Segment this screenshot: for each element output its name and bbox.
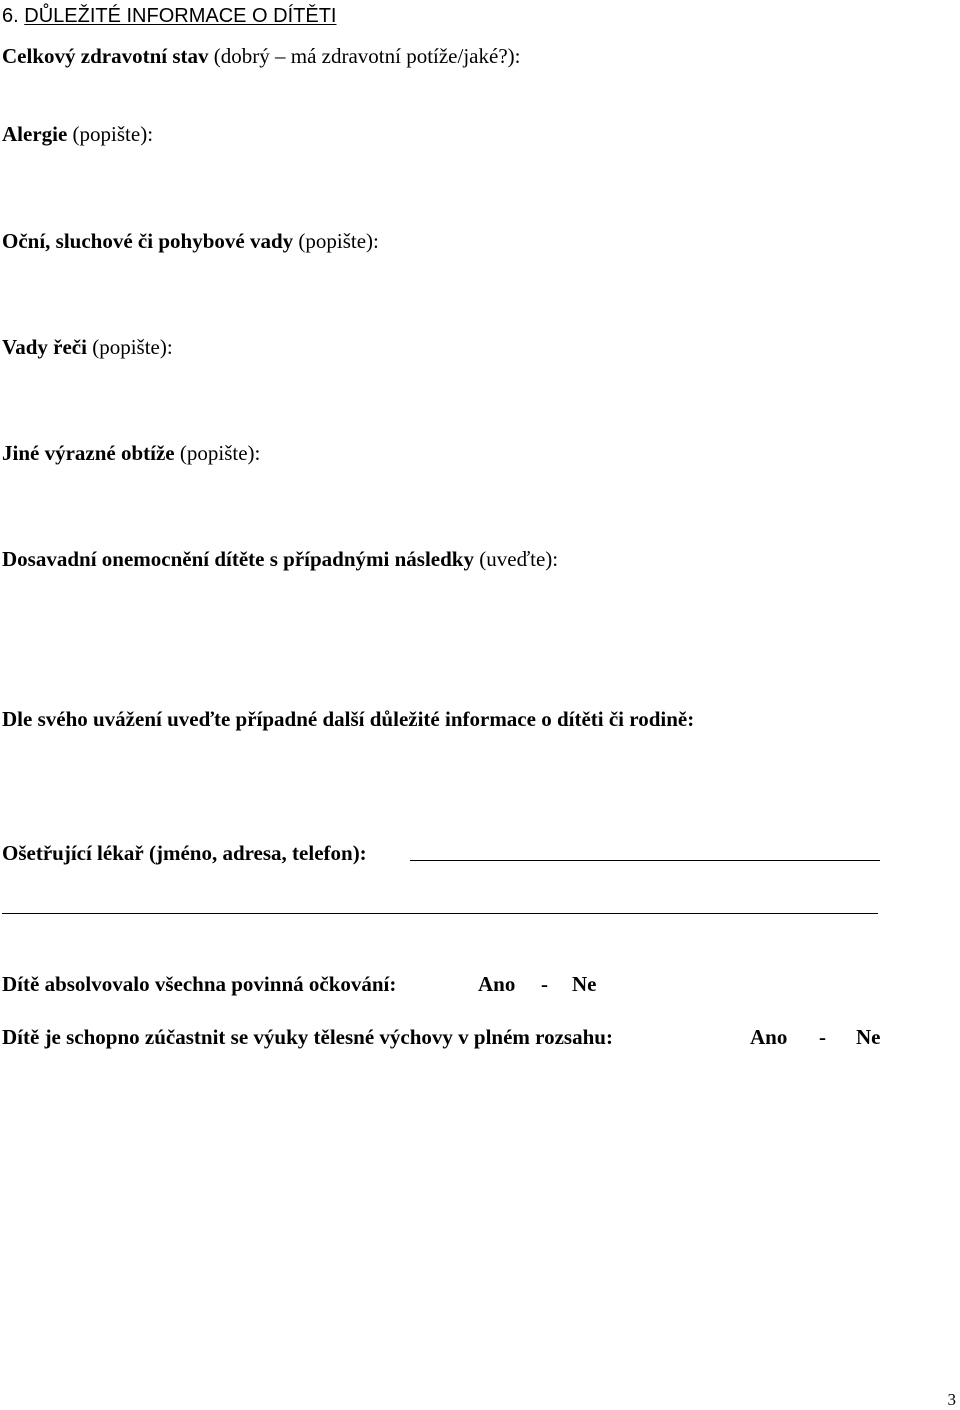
doctor-label: Ošetřující lékař (jméno, adresa, telefon):	[2, 841, 367, 865]
pe-separator: -	[819, 1025, 826, 1049]
health-field	[2, 43, 520, 69]
other-hint: (popište):	[179, 441, 261, 465]
doctor-blank-line-2[interactable]	[2, 913, 878, 914]
section-title: DŮLEŽITÉ INFORMACE O DÍTĚTI	[24, 5, 337, 27]
illnesses-hint: (uveďte):	[479, 547, 559, 571]
info-field	[2, 706, 694, 732]
doctor-blank-line-1a[interactable]	[410, 860, 556, 861]
vaccination-separator: -	[541, 972, 548, 996]
section-number: 6.	[2, 5, 19, 27]
doctor-blank-line-1b[interactable]	[556, 860, 880, 861]
vaccination-no[interactable]: Ne	[572, 972, 597, 996]
info-label: Dle svého uvážení uveďte případné další důležité informace o dítěti či rodině:	[2, 707, 695, 731]
defects-field	[2, 228, 379, 254]
speech-label: Vady řeči	[2, 335, 87, 359]
allergies-label: Alergie	[2, 122, 68, 146]
other-field	[2, 440, 260, 466]
pe-label: Dítě je schopno zúčastnit se výuky tělesné výchovy v plném rozsahu:	[2, 1025, 613, 1049]
health-label: Celkový zdravotní stav	[2, 44, 209, 68]
vaccination-yes[interactable]: Ano	[478, 972, 516, 996]
speech-field	[2, 334, 173, 360]
illnesses-field	[2, 546, 558, 572]
pe-yes[interactable]: Ano	[750, 1025, 788, 1049]
allergies-field	[2, 121, 153, 147]
defects-label: Oční, sluchové či pohybové vady	[2, 229, 294, 253]
vaccination-label: Dítě absolvovalo všechna povinná očkování:	[2, 972, 397, 996]
doctor-field	[2, 840, 367, 866]
health-hint: (dobrý – má zdravotní potíže/jaké?):	[213, 44, 521, 68]
illnesses-label: Dosavadní onemocnění dítěte s případnými následky	[2, 547, 474, 571]
page-number: 3	[947, 1390, 956, 1409]
vaccination-question	[2, 971, 396, 997]
defects-hint: (popište):	[298, 229, 379, 253]
pe-no[interactable]: Ne	[856, 1025, 881, 1049]
speech-hint: (popište):	[92, 335, 173, 359]
pe-question	[2, 1024, 613, 1050]
other-label: Jiné výrazné obtíže	[2, 441, 175, 465]
allergies-hint: (popište):	[72, 122, 154, 146]
section-heading	[2, 3, 337, 29]
